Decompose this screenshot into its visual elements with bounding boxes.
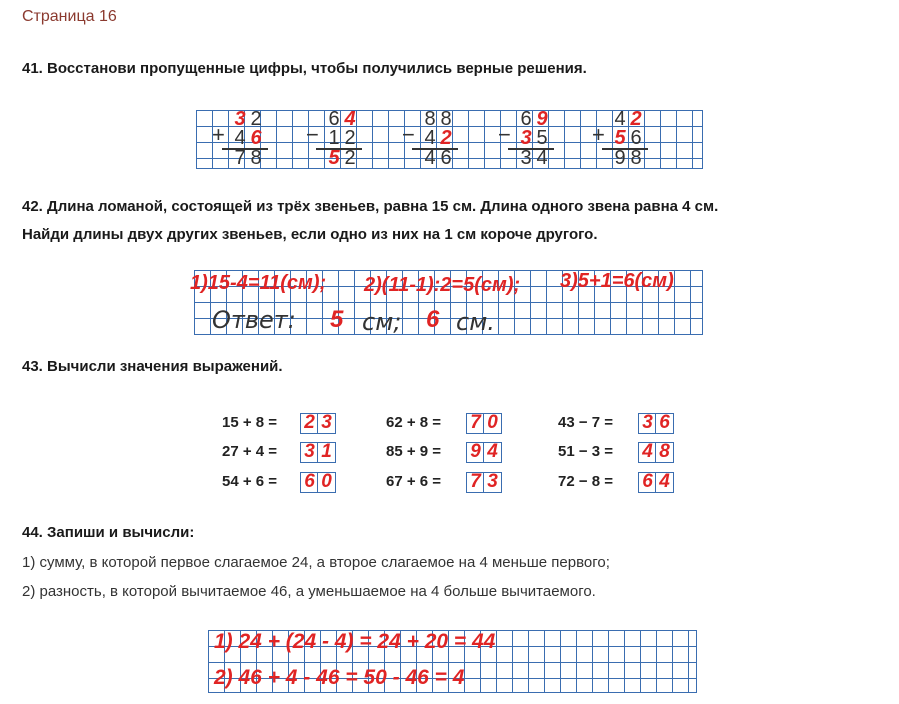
operator-sign: − — [306, 122, 319, 147]
answer-box — [466, 442, 502, 463]
answer-digit: 3 — [642, 412, 653, 433]
operator-sign: − — [498, 122, 511, 147]
expression: 15 + 8 = — [222, 414, 278, 431]
task-42-line-1: 42. Длина ломаной, состоящей из трёх звеньев, равна 15 см. Длина одного звена равна 4 см. — [22, 198, 719, 215]
digit: 9 — [614, 147, 626, 169]
answer-box — [300, 472, 336, 493]
digit: 2 — [344, 147, 356, 169]
expression: 54 + 6 = — [222, 473, 278, 490]
answer-digit: 4 — [487, 441, 498, 462]
task-42-answer-word: Ответ: — [212, 306, 296, 334]
answer-digit: 4 — [642, 441, 653, 462]
task-41-column — [592, 108, 652, 168]
answer-box — [638, 472, 674, 493]
digit: 3 — [234, 108, 246, 130]
answer-box — [638, 413, 674, 434]
digit: 8 — [250, 147, 262, 169]
answer-digit: 9 — [470, 441, 481, 462]
task-42-answer-1: 5 — [330, 306, 344, 333]
digit: 1 — [328, 127, 340, 149]
digit: 4 — [536, 147, 548, 169]
expression: 27 + 4 = — [222, 443, 278, 460]
expression: 43 − 7 = — [558, 414, 614, 431]
expression: 72 − 8 = — [558, 473, 614, 490]
task-44-title: 44. Запиши и вычисли: — [22, 524, 195, 541]
task-44-line-1: 1) сумму, в которой первое слагаемое 24, а второе слагаемое на 4 меньше первого; — [22, 554, 610, 571]
digit: 4 — [424, 127, 436, 149]
answer-digit: 2 — [304, 412, 315, 433]
answer-digit: 7 — [470, 471, 481, 492]
digit: 2 — [630, 108, 642, 130]
expression: 62 + 8 = — [386, 414, 442, 431]
task-43-title: 43. Вычисли значения выражений. — [22, 358, 283, 375]
operator-sign: − — [402, 122, 415, 147]
answer-box — [300, 442, 336, 463]
digit: 3 — [520, 127, 532, 149]
digit: 6 — [440, 147, 452, 169]
digit: 5 — [614, 127, 626, 149]
digit: 9 — [536, 108, 548, 130]
digit: 6 — [250, 127, 262, 149]
task-41-column — [498, 108, 558, 168]
task-44-solution-2: 2) 46 + 4 - 46 = 50 - 46 = 4 — [214, 666, 465, 689]
digit: 6 — [630, 127, 642, 149]
digit: 2 — [344, 127, 356, 149]
task-44-solution-1: 1) 24 + (24 - 4) = 24 + 20 = 44 — [214, 630, 496, 653]
task-42-step-3: 3)5+1=6(см) — [560, 270, 674, 292]
answer-box — [466, 413, 502, 434]
expression: 67 + 6 = — [386, 473, 442, 490]
expression: 51 − 3 = — [558, 443, 614, 460]
digit: 6 — [328, 108, 340, 130]
digit: 4 — [424, 147, 436, 169]
digit: 8 — [424, 108, 436, 130]
digit: 6 — [520, 108, 532, 130]
operator-sign: + — [592, 122, 605, 147]
answer-digit: 1 — [321, 441, 332, 462]
answer-digit: 0 — [321, 471, 332, 492]
task-41-column — [306, 108, 366, 168]
task-41-column — [402, 108, 462, 168]
digit: 5 — [328, 147, 340, 169]
digit: 4 — [234, 127, 246, 149]
digit: 4 — [614, 108, 626, 130]
task-42-unit-2: см. — [456, 308, 495, 336]
task-42-line-2: Найди длины двух других звеньев, если одно из них на 1 см короче другого. — [22, 226, 598, 243]
answer-box — [466, 472, 502, 493]
answer-digit: 8 — [659, 441, 670, 462]
task-42-step-2: 2)(11-1):2=5(см); — [364, 274, 521, 296]
digit: 2 — [250, 108, 262, 130]
answer-digit: 6 — [304, 471, 315, 492]
operator-sign: + — [212, 122, 225, 147]
answer-digit: 3 — [304, 441, 315, 462]
task-42-answer-2: 6 — [426, 306, 440, 333]
digit: 5 — [536, 127, 548, 149]
answer-box — [638, 442, 674, 463]
digit: 8 — [440, 108, 452, 130]
answer-digit: 3 — [487, 471, 498, 492]
answer-digit: 3 — [321, 412, 332, 433]
digit: 2 — [440, 127, 452, 149]
page-title: Страница 16 — [22, 8, 117, 25]
digit: 7 — [234, 147, 246, 169]
answer-digit: 6 — [659, 412, 670, 433]
task-42-unit-1: см; — [362, 308, 402, 336]
answer-digit: 6 — [642, 471, 653, 492]
answer-digit: 4 — [659, 471, 670, 492]
answer-digit: 0 — [487, 412, 498, 433]
digit: 4 — [344, 108, 356, 130]
task-42-step-1: 1)15-4=11(см); — [190, 272, 327, 294]
digit: 3 — [520, 147, 532, 169]
task-41-title: 41. Восстанови пропущенные цифры, чтобы получились верные решения. — [22, 60, 587, 77]
digit: 8 — [630, 147, 642, 169]
task-44-line-2: 2) разность, в которой вычитаемое 46, а уменьшаемое на 4 больше вычитаемого. — [22, 583, 596, 600]
answer-box — [300, 413, 336, 434]
task-41-column — [212, 108, 272, 168]
expression: 85 + 9 = — [386, 443, 442, 460]
answer-digit: 7 — [470, 412, 481, 433]
